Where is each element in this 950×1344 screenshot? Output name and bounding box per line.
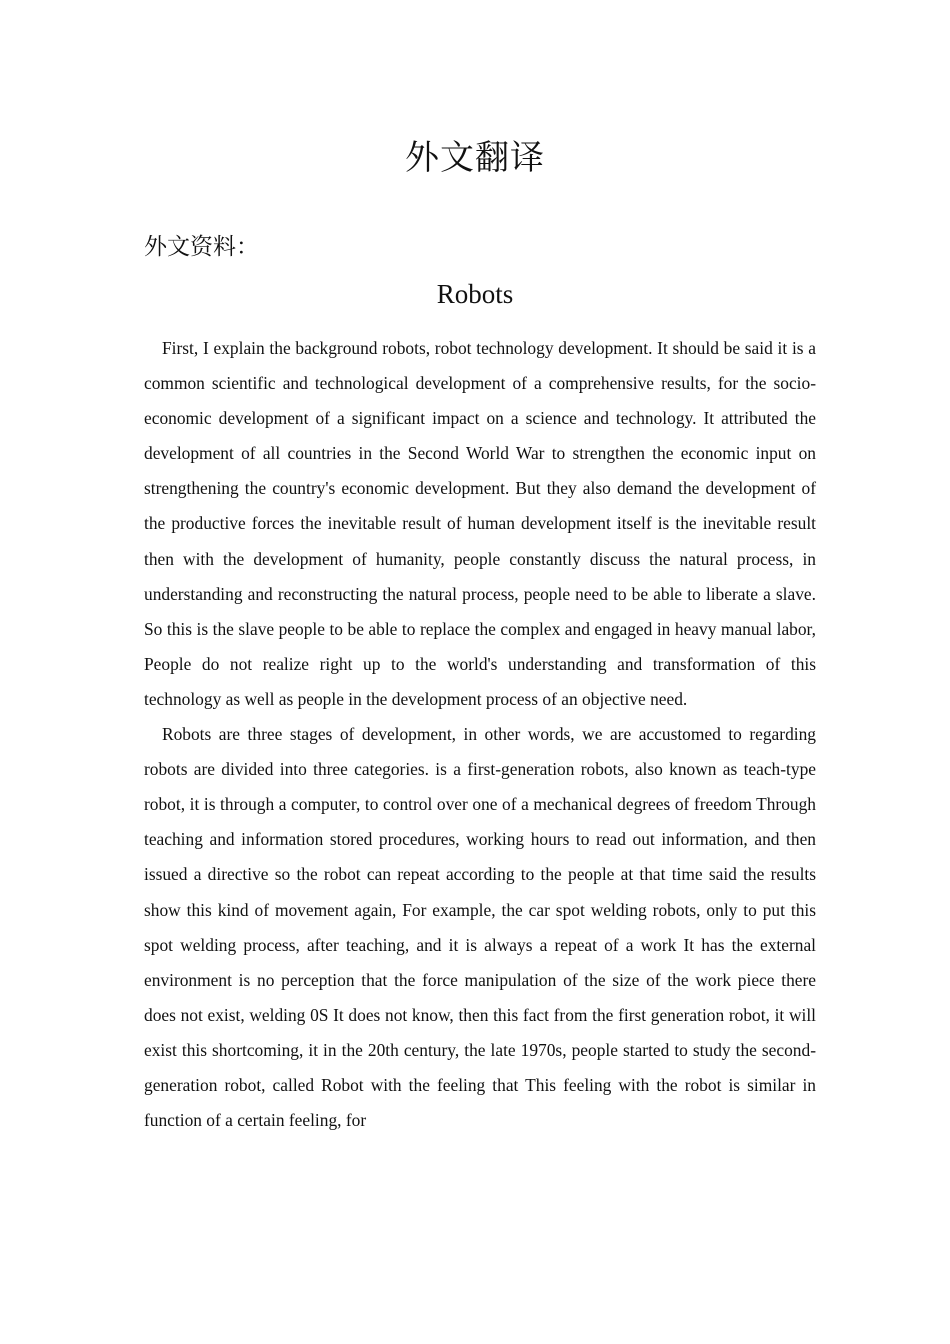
section-label: 外文资料： — [144, 234, 259, 260]
paragraph: First, I explain the background robots, robot technology development. It should be said it is a common scientific and technological development of a comprehensive results, for the socio-economic development of a significant impact on a science and technology. It attributed the development of all countries in the Second World War to strengthen the economic input on strengthening the country's economic development. But they also demand the development of the productive forces the inevitable result of human development itself is the inevitable result then with the development of humanity, people constantly discuss the natural process, in understanding and reconstructing the natural process, people need to be able to liberate a slave. So this is the slave people to be able to replace the complex and engaged in heavy manual labor, People do not realize right up to the world's understanding and transformation of this technology as well as people in the development process of an objective need. — [144, 338, 816, 709]
article-title: Robots — [436, 279, 514, 309]
paragraph: Robots are three stages of development, in other words, we are accustomed to regarding robots are divided into three categories. is a first-generation robots, also known as teach-type robot, it is through a computer, to control over one of a mechanical degrees of freedom Through teaching and information stored procedures, working hours to read out information, and then issued a directive so the robot can repeat according to the people at that time said the results show this kind of movement again, For example, the car spot welding robots, only to put this spot welding process, after teaching, and it is always a repeat of a work It has the external environment is no perception that the force manipulation of the size of the work piece there does not exist, welding 0S It does not know, then this fact from the first generation robot, it will exist this shortcoming, it in the 20th century, the late 1970s, people started to study the second-generation robot, called Robot with the feeling that This feeling with the robot is similar in function of a certain feeling, for — [144, 724, 816, 1131]
article-body — [144, 331, 816, 1138]
document-title: 外文翻译 — [405, 138, 545, 178]
